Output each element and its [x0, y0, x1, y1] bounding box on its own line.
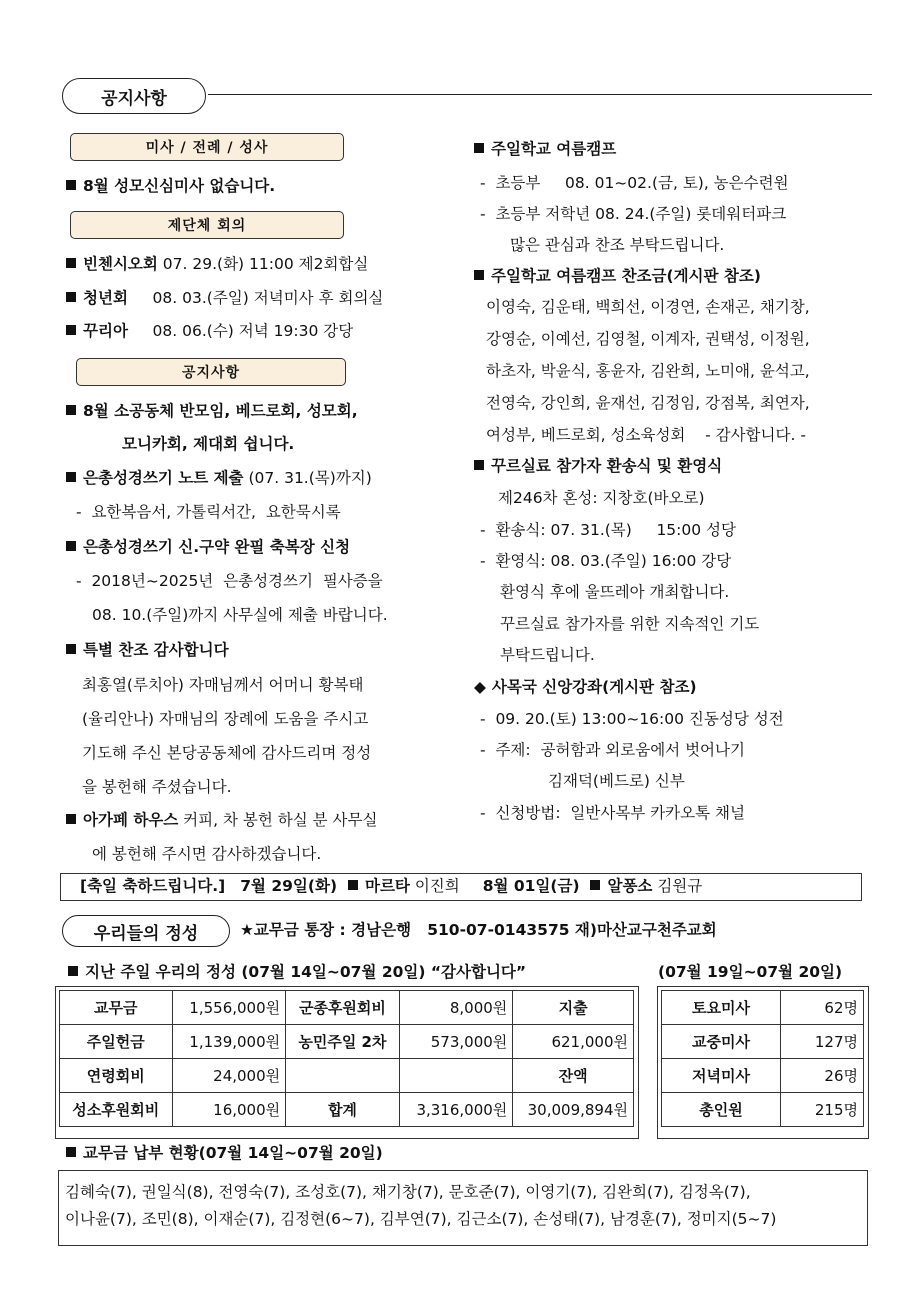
- sponsor-line-1: 이영숙, 김운태, 백희선, 이경연, 손재곤, 채기창,: [486, 298, 810, 316]
- welcome-sub-1: 환영식 후에 울뜨레아 개최합니다.: [500, 583, 730, 601]
- square-bullet-icon: [66, 814, 76, 824]
- square-bullet-icon: [66, 541, 76, 551]
- sponsor-line-4: 전영숙, 강인희, 윤재선, 김정임, 강점복, 최연자,: [486, 394, 810, 412]
- offering-table: [59, 990, 634, 1127]
- dues-list: [58, 1170, 868, 1246]
- cursillo-title: 꾸르실료 참가자 환송식 및 환영식: [474, 456, 722, 476]
- square-bullet-icon: [66, 258, 76, 268]
- lecture-line-1: - 09. 20.(토) 13:00~16:00 진동성당 성전: [480, 710, 784, 728]
- lecture-line-2: - 주제: 공허함과 외로움에서 벗어나기: [480, 741, 745, 759]
- offering-title: 지난 주일 우리의 정성 (07월 14일~07월 20일) “감사합니다”: [68, 962, 526, 982]
- bank-account: ★교무금 통장 : 경남은행 510-07-0143575 재)마산교구천주교회: [240, 921, 717, 939]
- square-bullet-icon: [66, 325, 76, 335]
- offering-header: 우리들의 정성: [62, 915, 230, 947]
- notice-box: 공지사항: [76, 358, 346, 386]
- sponsor-line-3: 하초자, 박윤식, 홍윤자, 김완희, 노미애, 윤석고,: [486, 362, 810, 380]
- notice-item-1b: 모니카회, 제대회 쉽니다.: [122, 435, 295, 453]
- table-row: 토요미사 62명: [662, 991, 864, 1025]
- square-bullet-icon: [66, 180, 76, 190]
- meeting-box: 제단체 회의: [70, 211, 344, 239]
- send-off: - 환송식: 07. 31.(목) 15:00 성당: [480, 521, 736, 539]
- celebration-line: [축일 축하드립니다.] 7월 29일(화) 마르타 이진희 8월 01일(금) 알퐁소 김원규: [80, 877, 703, 895]
- notice-item-4-line2: (율리안나) 자매님의 장례에 도움을 주시고: [82, 710, 369, 728]
- sponsor-line-5: 여성부, 베드로회, 성소육성회 - 감사합니다. -: [486, 426, 806, 444]
- mass-item: 8월 성모신심미사 없습니다.: [66, 176, 275, 196]
- lecture-title: ◆ 사목국 신앙강좌(게시판 참조): [474, 678, 697, 696]
- square-bullet-icon: [474, 270, 484, 280]
- notice-item-3: 은총성경쓰기 신.구약 완필 축복장 신청: [66, 537, 350, 557]
- square-bullet-icon: [66, 405, 76, 415]
- table-row: 교중미사 127명: [662, 1025, 864, 1059]
- table-row: 성소후원회비 16,000원 합계 3,316,000원 30,009,894원: [60, 1093, 634, 1127]
- camp-line-3: 많은 관심과 찬조 부탁드립니다.: [510, 236, 725, 254]
- notice-item-4: 특별 찬조 감사합니다: [66, 640, 229, 660]
- camp-line-2: - 초등부 저학년 08. 24.(주일) 롯데워터파크: [480, 205, 787, 223]
- mass-liturgy-box: 미사 / 전례 / 성사: [70, 133, 344, 161]
- table-row: 주일헌금 1,139,000원 농민주일 2차 573,000원 621,000원: [60, 1025, 634, 1059]
- camp-title: 주일학교 여름캠프: [474, 139, 616, 159]
- notice-item-4-line3: 기도해 주신 본당공동체에 감사드리며 정성: [82, 744, 372, 762]
- notice-item-1a: 8월 소공동체 반모임, 베드로회, 성모회,: [66, 401, 358, 421]
- table-row: 교무금 1,556,000원 군종후원회비 8,000원 지출: [60, 991, 634, 1025]
- camp-line-1: - 초등부 08. 01~02.(금, 토), 농은수련원: [480, 174, 789, 192]
- header-rule: [208, 94, 872, 95]
- table-row: 총인원 215명: [662, 1093, 864, 1127]
- square-bullet-icon: [474, 143, 484, 153]
- notice-item-5: 아가페 하우스 커피, 차 봉헌 하실 분 사무실: [66, 810, 377, 830]
- lecture-line-4: - 신청방법: 일반사목부 카카오톡 채널: [480, 804, 745, 822]
- dues-title: 교무금 납부 현황(07월 14일~07월 20일): [66, 1143, 383, 1163]
- notice-item-4-line1: 최홍열(루치아) 자매님께서 어머니 황복태: [82, 676, 364, 694]
- notice-header: 공지사항: [62, 78, 206, 114]
- square-bullet-icon: [66, 1147, 76, 1157]
- square-bullet-icon: [348, 880, 358, 890]
- welcome: - 환영식: 08. 03.(주일) 16:00 강당: [480, 552, 732, 570]
- dues-line-1: 김혜숙(7), 권일식(8), 전영숙(7), 조성호(7), 채기창(7), 문호준(7), 이영기(7), 김완희(7), 김정옥(7),: [65, 1183, 751, 1201]
- meeting-youth: 청년회 08. 03.(주일) 저녁미사 후 회의실: [66, 288, 383, 308]
- sponsor-line-2: 강영순, 이예선, 김영철, 이계자, 권택성, 이정원,: [486, 330, 810, 348]
- square-bullet-icon: [68, 966, 78, 976]
- square-bullet-icon: [66, 644, 76, 654]
- square-bullet-icon: [474, 460, 484, 470]
- dues-line-2: 이나윤(7), 조민(8), 이재순(7), 김정현(6~7), 김부연(7), 김근소(7), 손성태(7), 남경훈(7), 정미지(5~7): [65, 1210, 777, 1228]
- attendance-title: (07월 19일~07월 20일): [658, 963, 843, 981]
- square-bullet-icon: [590, 880, 600, 890]
- notice-item-3-sub2: 08. 10.(주일)까지 사무실에 제출 바랍니다.: [92, 606, 388, 624]
- welcome-sub-3: 부탁드립니다.: [500, 646, 595, 664]
- notice-item-2-sub: - 요한복음서, 가톨릭서간, 요한묵시록: [76, 503, 341, 521]
- cursillo-sub: 제246차 혼성: 지창호(바오로): [498, 489, 705, 507]
- square-bullet-icon: [66, 292, 76, 302]
- notice-item-5-sub: 에 봉헌해 주시면 감사하겠습니다.: [92, 845, 322, 863]
- lecture-line-3: 김재덕(베드로) 신부: [548, 772, 685, 790]
- square-bullet-icon: [66, 472, 76, 482]
- notice-item-4-line4: 을 봉헌해 주셨습니다.: [82, 778, 232, 796]
- table-row: 연령회비 24,000원 잔액: [60, 1059, 634, 1093]
- diamond-bullet-icon: ◆: [474, 678, 486, 696]
- welcome-sub-2: 꾸르실료 참가자를 위한 지속적인 기도: [500, 615, 760, 633]
- notice-item-2: 은총성경쓰기 노트 제출 (07. 31.(목)까지): [66, 468, 372, 488]
- meeting-curia: 꾸리아 08. 06.(수) 저녁 19:30 강당: [66, 321, 353, 341]
- table-row: 저녁미사 26명: [662, 1059, 864, 1093]
- notice-item-3-sub1: - 2018년~2025년 은총성경쓰기 필사증을: [76, 572, 383, 590]
- sponsor-title: 주일학교 여름캠프 찬조금(게시판 참조): [474, 266, 761, 286]
- attendance-table: [661, 990, 864, 1127]
- meeting-vincent: 빈첸시오회 07. 29.(화) 11:00 제2회합실: [66, 254, 368, 274]
